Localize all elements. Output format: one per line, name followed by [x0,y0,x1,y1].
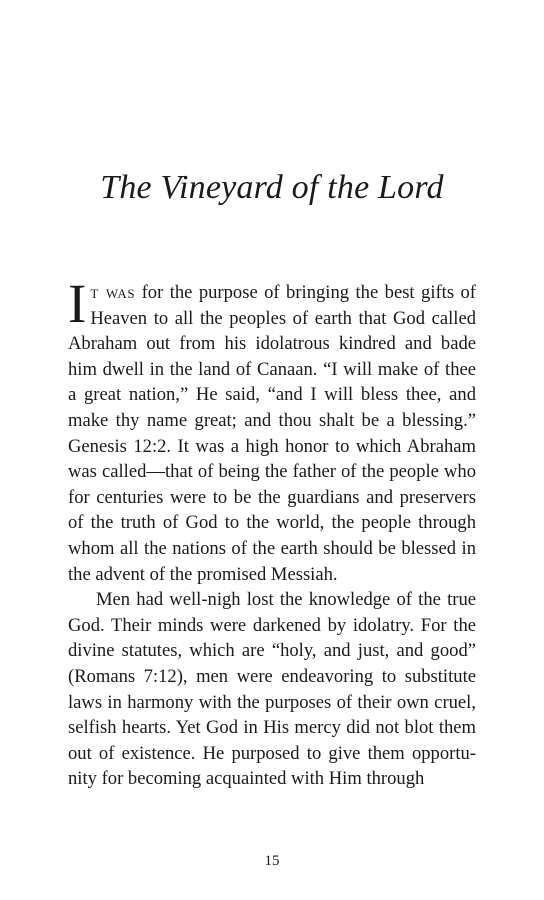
paragraph-1 [68,273,476,587]
paragraph-2: Men had well-nigh lost the knowledge of the true God. Their minds were darkened by idolatry. For the divine statutes, which are “holy, and just, and good” (Romans 7:12), men were endeavoring to substitute laws in harmony with the purposes of their own cruel, selfish hearts. Yet God in His mercy did not blot them out of existence. He purposed to give them opportunity for becoming acquainted with Him through [68,589,476,790]
chapter-title: The Vineyard of the Lord [100,169,444,206]
drop-cap: I [68,273,87,334]
body-text [68,273,476,792]
paragraph-1-text: for the purpose of bringing the best gifts of Heaven to all the peoples of earth that God called Abraham out from his idolatrous kindred and bade him dwell in the land of Canaan. “I will make of thee a great nation,” He said, “and I will bless thee, and make thy name great; and thou shalt be a blessing.” Genesis 12:2. It was a high honor to which Abraham was called—that of being the father of the people who for centuries were to be the guardians and preservers of the truth of God to the world, the people through whom all the nations of the earth should be blessed in the advent of the promised Messiah. [68,282,476,585]
opening-small-caps: t was [90,282,136,303]
page-number: 15 [264,853,280,869]
